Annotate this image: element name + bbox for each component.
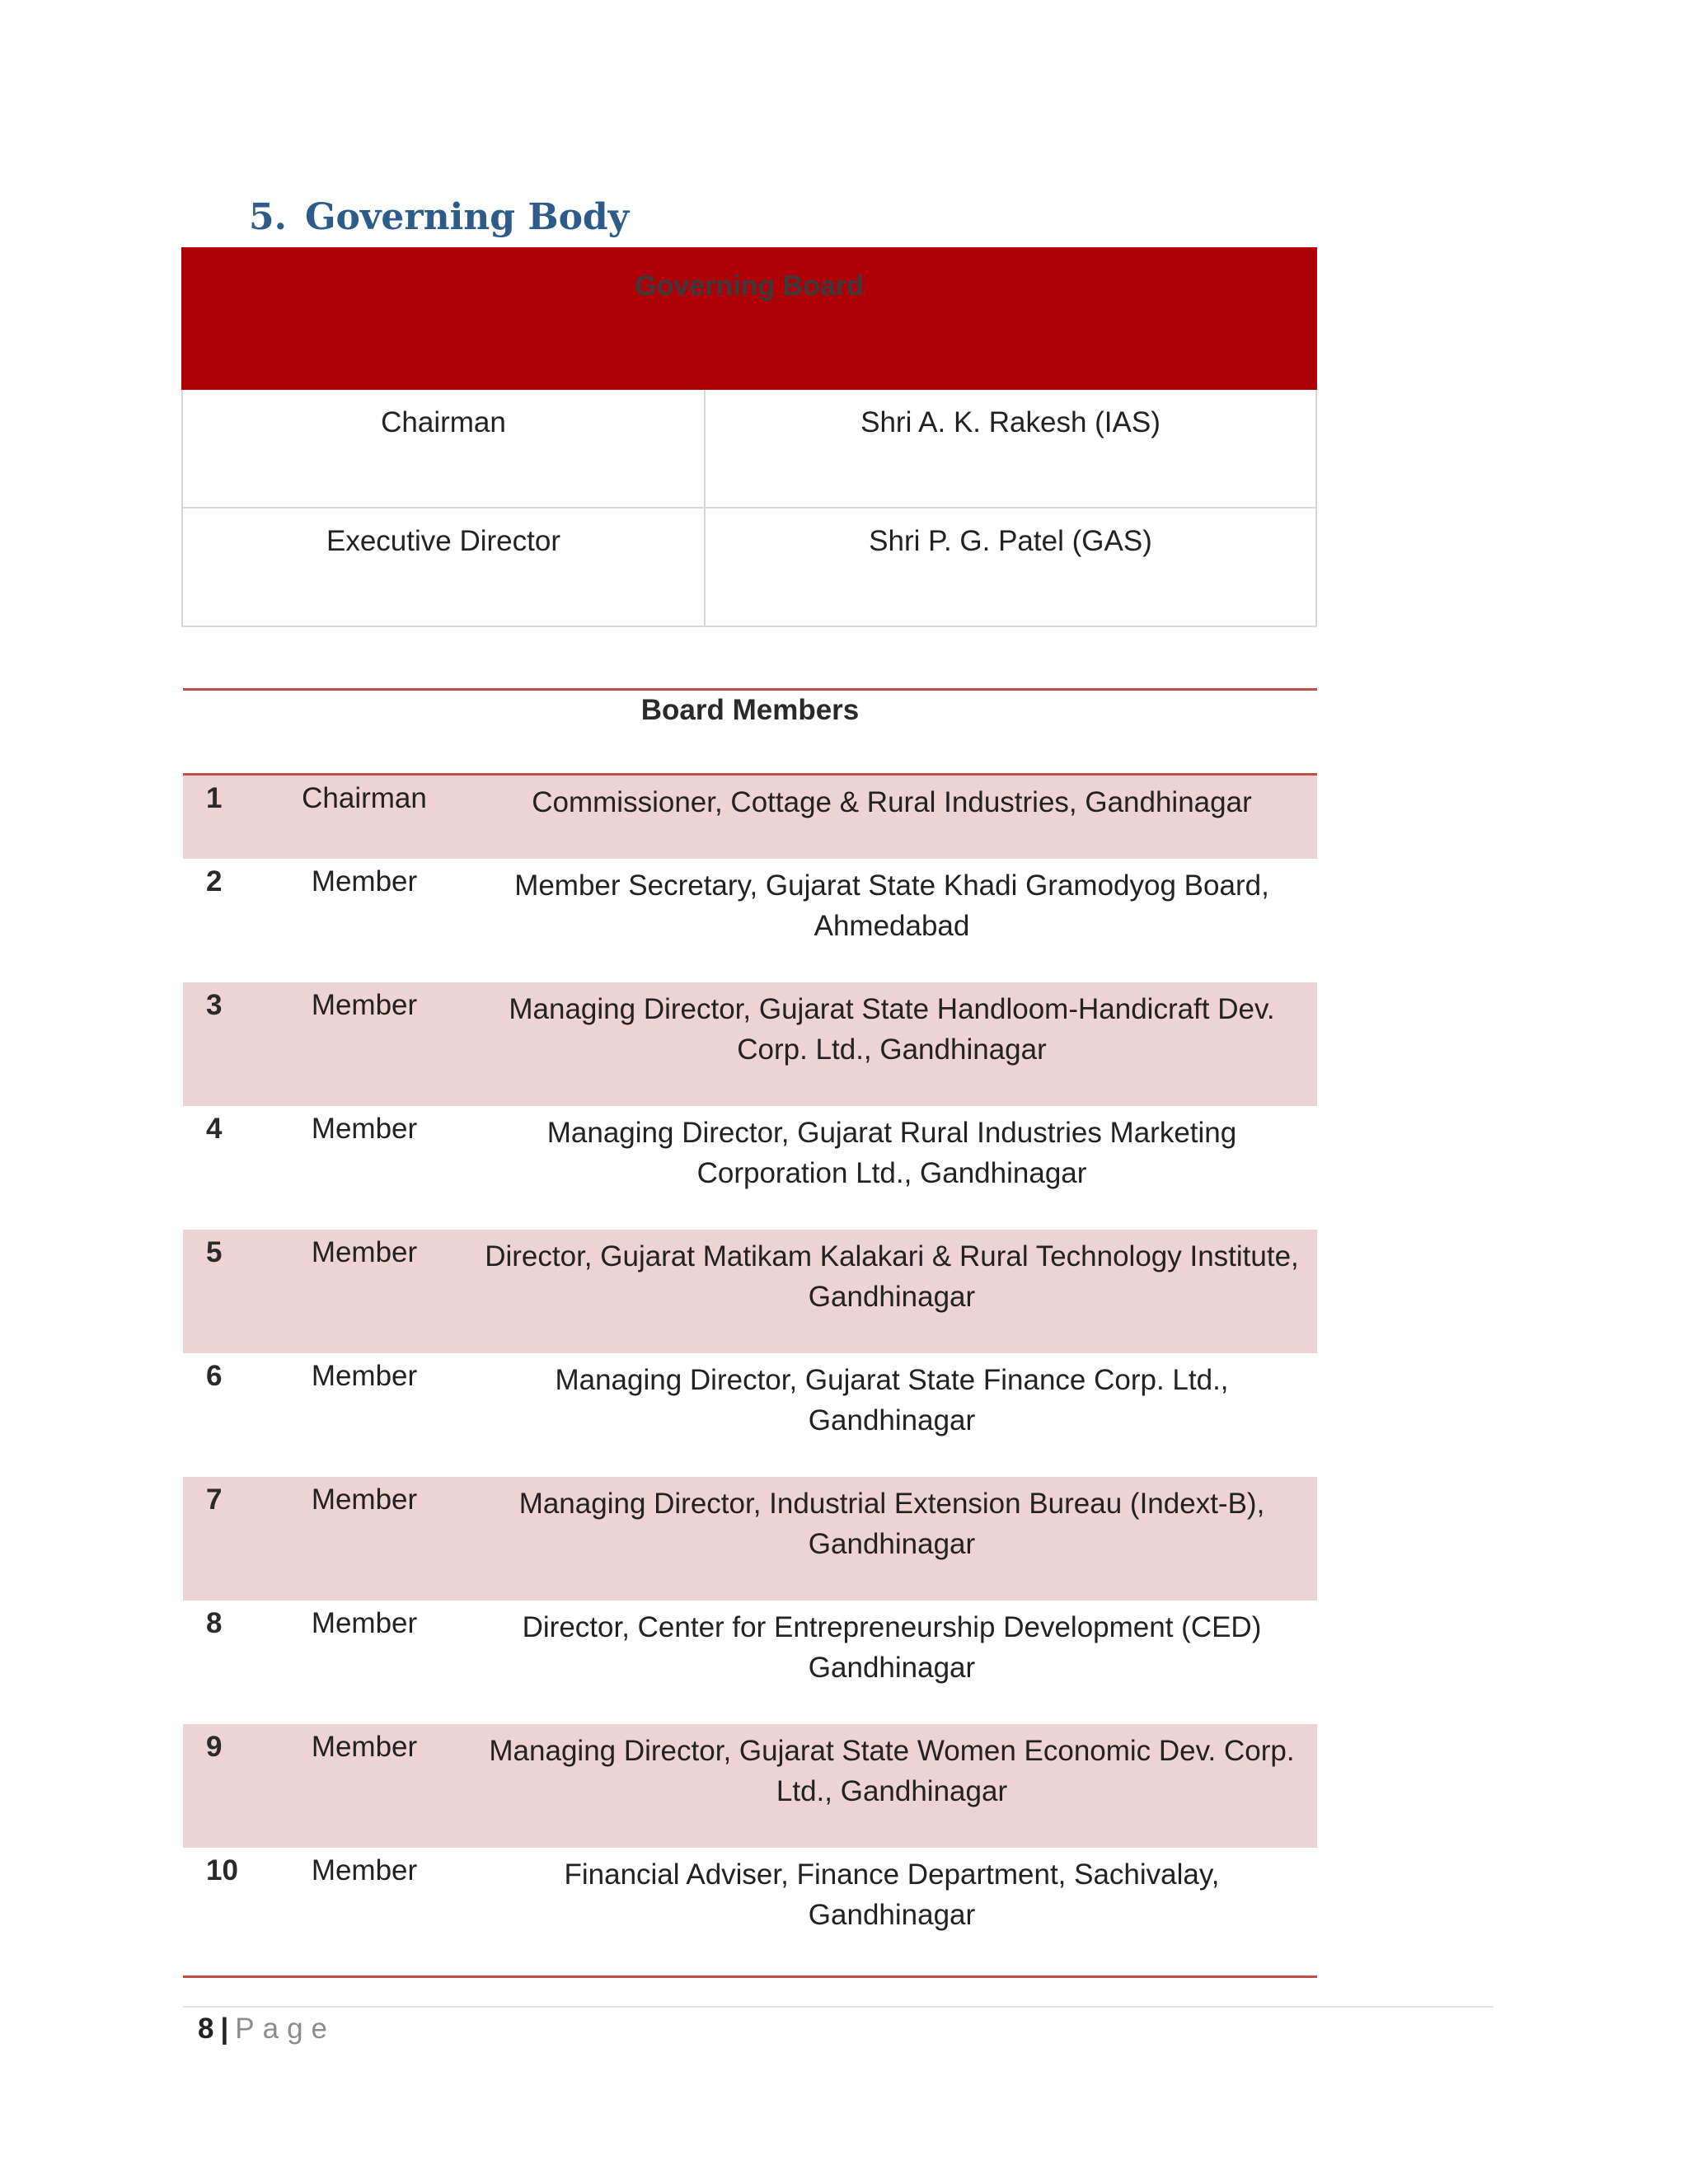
board-member-role: Member [311, 1854, 418, 1886]
board-member-row [183, 1353, 1317, 1477]
footer-divider [183, 2006, 1493, 2008]
board-member-role: Member [311, 1360, 418, 1392]
board-member-number: 4 [206, 1113, 223, 1145]
governing-board-header-row [182, 248, 1316, 389]
board-member-role: Member [311, 1731, 418, 1763]
governing-board-table [181, 247, 1317, 627]
governing-board-row [182, 508, 1316, 626]
board-member-row [183, 1848, 1317, 1971]
section-heading [249, 196, 629, 238]
board-member-number: 3 [206, 989, 223, 1021]
board-member-number: 7 [206, 1483, 223, 1516]
governing-board-role: Chairman [182, 389, 705, 508]
board-members-top-rule [183, 688, 1317, 691]
board-member-number: 1 [206, 782, 223, 814]
board-member-description: Financial Adviser, Finance Department, Sachivalay, Gandhinagar [564, 1858, 1220, 1931]
board-member-description: Managing Director, Gujarat State Women Economic Dev. Corp. Ltd., Gandhinagar [489, 1735, 1295, 1807]
board-member-description: Managing Director, Gujarat Rural Industries Marketing Corporation Ltd., Gandhinagar [546, 1117, 1237, 1189]
board-member-description: Managing Director, Industrial Extension Bureau (Indext-B), Gandhinagar [518, 1488, 1265, 1560]
board-member-number: 9 [206, 1731, 223, 1763]
board-member-role: Member [311, 1236, 418, 1268]
board-member-row [183, 859, 1317, 982]
governing-board-role: Executive Director [182, 508, 705, 626]
board-member-role: Member [311, 989, 418, 1021]
board-member-role: Member [311, 1483, 418, 1516]
page-number: 8 [198, 2013, 214, 2045]
governing-board-row [182, 389, 1316, 508]
board-members-bottom-rule [183, 1975, 1317, 1978]
board-member-number: 5 [206, 1236, 223, 1268]
governing-board-name: Shri A. K. Rakesh (IAS) [705, 389, 1316, 508]
section-title: Governing Body [304, 196, 630, 238]
board-member-role: Chairman [302, 782, 427, 814]
page-footer [198, 2013, 335, 2046]
board-members-table [183, 776, 1317, 1971]
board-members-title: Board Members [640, 694, 860, 726]
board-member-row [183, 1106, 1317, 1230]
board-member-description: Director, Gujarat Matikam Kalakari & Rural Technology Institute, Gandhinagar [485, 1240, 1299, 1313]
board-member-number: 6 [206, 1360, 223, 1392]
board-member-description: Managing Director, Gujarat State Handloom-Handicraft Dev. Corp. Ltd., Gandhinagar [509, 993, 1275, 1066]
board-member-number: 8 [206, 1607, 223, 1639]
governing-board-name: Shri P. G. Patel (GAS) [705, 508, 1316, 626]
page-label: Page [235, 2013, 336, 2045]
board-member-row [183, 1601, 1317, 1724]
board-member-row [183, 982, 1317, 1106]
board-member-row [183, 1230, 1317, 1353]
board-member-description: Director, Center for Entrepreneurship Development (CED) Gandhinagar [522, 1611, 1262, 1684]
section-number: 5. [249, 196, 287, 238]
board-member-description: Commissioner, Cottage & Rural Industries, Gandhinagar [532, 786, 1252, 818]
board-member-role: Member [311, 1607, 418, 1639]
board-member-role: Member [311, 1113, 418, 1145]
board-member-number: 2 [206, 865, 223, 898]
board-member-row [183, 1724, 1317, 1848]
footer-separator: | [220, 2013, 229, 2045]
board-member-description: Member Secretary, Gujarat State Khadi Gramodyog Board, Ahmedabad [514, 869, 1269, 942]
board-member-row [183, 776, 1317, 859]
board-member-role: Member [311, 865, 418, 898]
board-member-row [183, 1477, 1317, 1601]
board-member-number: 10 [206, 1854, 238, 1886]
board-member-description: Managing Director, Gujarat State Finance Corp. Ltd., Gandhinagar [555, 1364, 1229, 1436]
governing-board-header: Governing Board [182, 248, 1316, 389]
